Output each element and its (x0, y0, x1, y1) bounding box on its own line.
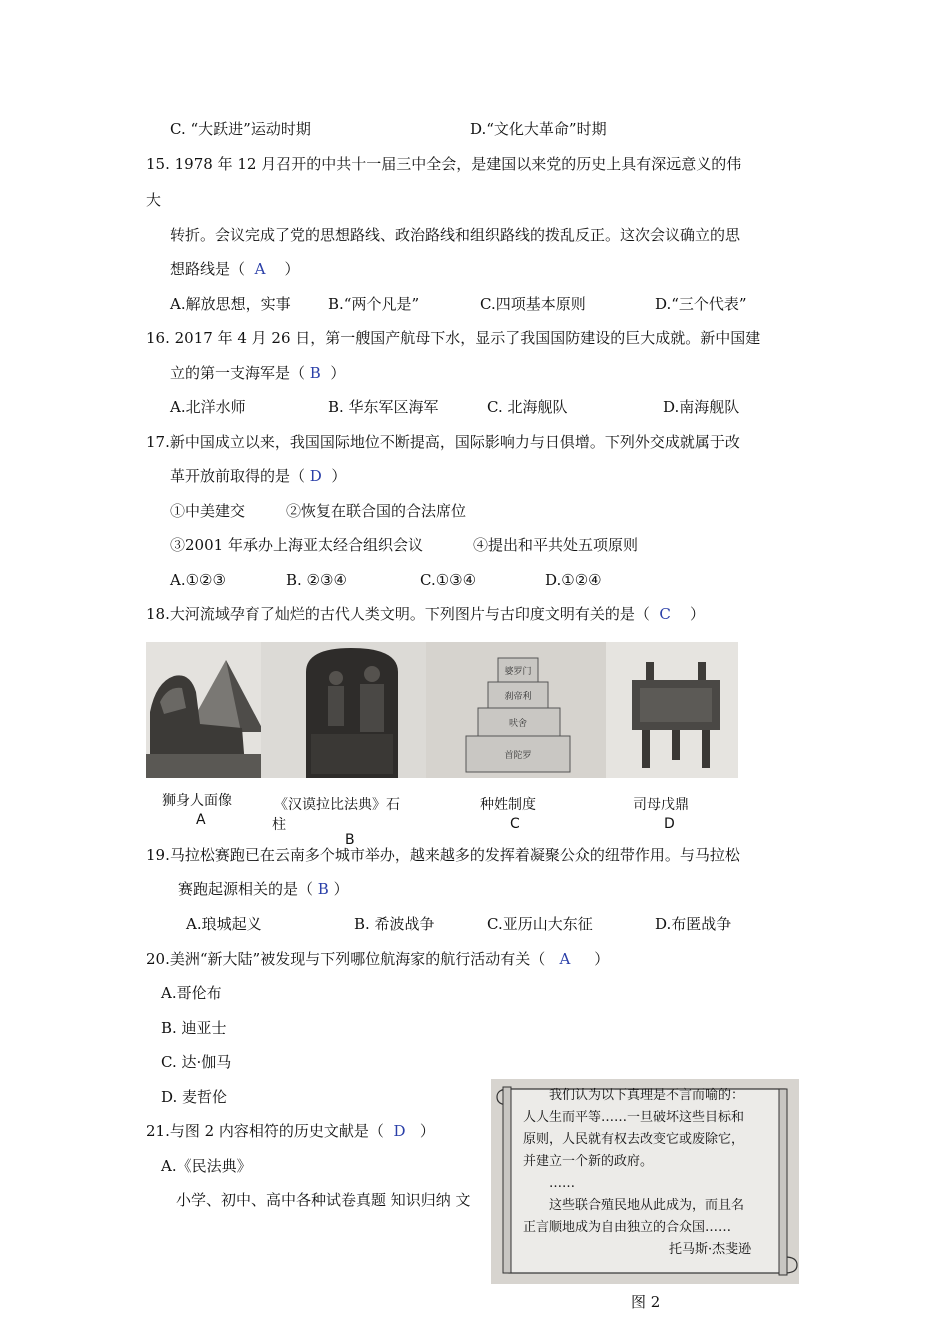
q18-caption-c: 种姓制度 (480, 797, 536, 813)
q19-option-a: A.琅城起义 (186, 915, 262, 933)
footer-watermark-text: 小学、初中、高中各种试卷真题 知识归纳 文 (176, 1191, 471, 1209)
figure2-caption: 图 2 (631, 1293, 661, 1311)
hammurabi-stele-picture (261, 642, 426, 778)
figure2-scroll-image (491, 1079, 799, 1284)
q19-stem-text: 赛跑起源相关的是（ (178, 880, 314, 898)
figure2-signature: 托马斯·杰斐逊 (669, 1242, 752, 1257)
q18-caption-b-line1: 《汉谟拉比法典》石 (274, 797, 400, 813)
q15-stem-close: ） (284, 260, 300, 278)
q18-answer: C (659, 605, 671, 623)
q19-stem-close: ） (333, 880, 349, 898)
q19-option-d: D.布匿战争 (655, 915, 732, 933)
q16-stem-line2 (170, 363, 345, 383)
figure2-line-6: 这些联合殖民地从此成为，而且名 (549, 1198, 745, 1213)
q19-answer: B (317, 880, 329, 898)
figure2-line-1: 我们认为以下真理是不言而喻的： (549, 1088, 745, 1103)
q18-letter-a: A (196, 812, 206, 828)
q20-answer: A (559, 950, 571, 968)
ding-vessel-picture (606, 642, 738, 778)
q19-stem-line2 (178, 879, 349, 899)
q20-option-d: D. 麦哲伦 (161, 1088, 228, 1106)
q21-stem-close: ） (419, 1122, 435, 1140)
q17-answer: D (309, 467, 322, 485)
q18-letter-c: C (510, 816, 520, 832)
q18-letter-b: B (345, 832, 355, 848)
caste-pyramid-picture (426, 642, 606, 778)
q15-option-c: C.四项基本原则 (480, 295, 586, 313)
caste-label-4: 首陀罗 (504, 751, 532, 761)
q16-option-c: C. 北海舰队 (487, 398, 568, 416)
q18-caption-b-line2: 柱 (272, 817, 286, 833)
q15-stem-text: 想路线是（ (170, 260, 246, 278)
q15-option-d: D.“三个代表” (655, 295, 747, 313)
q17-item-3: ③2001 年承办上海亚太经合组织会议 (170, 536, 423, 554)
q15-answer: A (254, 260, 266, 278)
q15-option-a: A.解放思想，实事 (170, 295, 291, 313)
q19-stem-line1: 19.马拉松赛跑已在云南多个城市举办，越来越多的发挥着凝聚公众的纽带作用。与马拉松 (146, 846, 740, 864)
q16-answer: B (309, 364, 321, 382)
q20-stem-text: 20.美洲“新大陆”被发现与下列哪位航海家的航行活动有关（ (146, 950, 546, 968)
q21-stem-line1 (146, 1121, 435, 1141)
q18-caption-d: 司母戊鼎 (633, 797, 689, 813)
q17-stem-line1: 17.新中国成立以来，我国国际地位不断提高，国际影响力与日俱增。下列外交成就属于改 (146, 433, 740, 451)
q15-stem-line1: 15. 1978 年 12 月召开的中共十一届三中全会，是建国以来党的历史上具有深远意义的伟 (146, 155, 742, 173)
q20-option-c: C. 达·伽马 (161, 1053, 232, 1071)
figure2-line-5: …… (549, 1176, 575, 1191)
q17-item-1: ①中美建交 (170, 502, 246, 520)
q15-stem-line1b: 大 (146, 191, 162, 209)
q21-answer: D (393, 1122, 406, 1140)
q14-option-d: D.“文化大革命”时期 (470, 120, 607, 138)
q15-stem-line2: 转折。会议完成了党的思想路线、政治路线和组织路线的拨乱反正。这次会议确立的思 (170, 226, 741, 244)
q17-stem-line2 (170, 466, 346, 486)
q21-option-a: A.《民法典》 (161, 1157, 252, 1175)
caste-label-1: 婆罗门 (504, 667, 532, 677)
q16-stem-line1: 16. 2017 年 4 月 26 日，第一艘国产航母下水，显示了我国国防建设的巨大成就。新中国建 (146, 329, 761, 347)
q16-option-a: A.北洋水师 (170, 398, 246, 416)
q16-stem-close: ） (330, 364, 346, 382)
q17-item-2: ②恢复在联合国的合法席位 (286, 502, 467, 520)
q17-option-b: B. ②③④ (286, 571, 347, 589)
q17-stem-text: 革开放前取得的是（ (170, 467, 306, 485)
caste-label-2: 刹帝利 (504, 692, 532, 702)
q20-option-a: A.哥伦布 (161, 984, 222, 1002)
caste-label-3: 吠舍 (508, 719, 528, 729)
q18-stem-text: 18.大河流域孕育了灿烂的古代人类文明。下列图片与古印度文明有关的是（ (146, 605, 650, 623)
figure2-line-4: 并建立一个新的政府。 (523, 1154, 654, 1169)
q18-stem-line1 (146, 604, 705, 624)
q19-option-c: C.亚历山大东征 (487, 915, 593, 933)
q16-option-d: D.南海舰队 (663, 398, 740, 416)
q18-stem-close: ） (689, 605, 705, 623)
sphinx-pyramid-picture (146, 642, 264, 778)
q19-option-b: B. 希波战争 (354, 915, 435, 933)
q15-stem-line3 (170, 259, 300, 279)
q16-stem-text: 立的第一支海军是（ (170, 364, 306, 382)
q14-option-c: C. “大跃进”运动时期 (170, 120, 311, 138)
q15-option-b: B.“两个凡是” (328, 295, 420, 313)
q20-stem-close: ） (594, 950, 610, 968)
q18-caption-a: 狮身人面像 (162, 793, 232, 809)
q17-item-4: ④提出和平共处五项原则 (473, 536, 639, 554)
q17-option-c: C.①③④ (420, 571, 477, 589)
q20-stem-line1 (146, 949, 609, 969)
figure2-line-2: 人人生而平等……一旦破坏这些目标和 (523, 1110, 745, 1125)
q21-stem-text: 21.与图 2 内容相符的历史文献是（ (146, 1122, 384, 1140)
q17-option-d: D.①②④ (545, 571, 602, 589)
q17-option-a: A.①②③ (170, 571, 226, 589)
q18-picture-strip (146, 642, 738, 778)
q20-option-b: B. 迪亚士 (161, 1019, 227, 1037)
q16-option-b: B. 华东军区海军 (328, 398, 439, 416)
figure2-line-3: 原则，人民就有权去改变它或废除它， (523, 1132, 745, 1147)
figure2-line-7: 正言顺地成为自由独立的合众国…… (523, 1220, 732, 1235)
q18-letter-d: D (664, 816, 675, 832)
q17-stem-close: ） (331, 467, 347, 485)
